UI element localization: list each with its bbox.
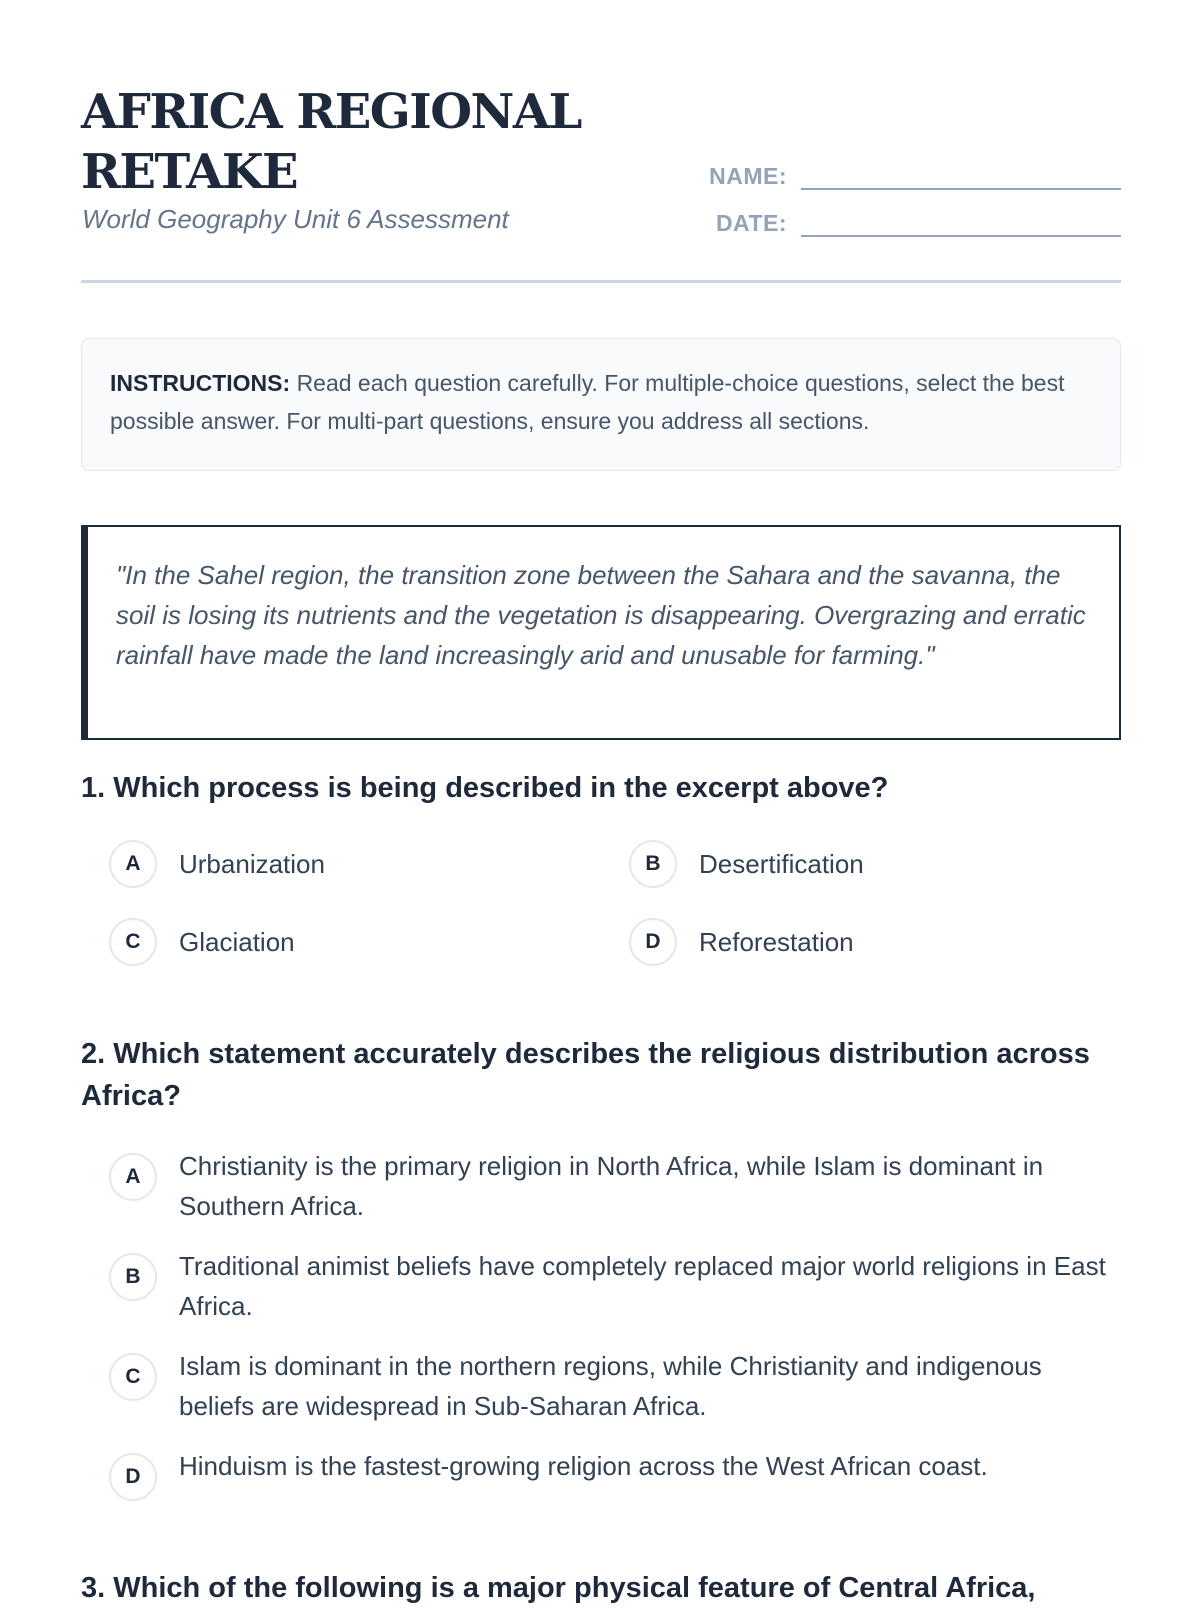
option-bubble[interactable]: B — [109, 1253, 157, 1301]
question-1-option-c[interactable] — [109, 918, 295, 966]
question-1-option-d[interactable] — [629, 918, 854, 966]
worksheet-header — [81, 0, 1121, 283]
option-bubble[interactable]: C — [109, 918, 157, 966]
option-text: Desertification — [699, 849, 864, 879]
option-text: Glaciation — [179, 927, 295, 957]
question-1-option-b[interactable] — [629, 840, 864, 888]
name-input-line[interactable] — [801, 160, 1121, 190]
option-bubble[interactable]: D — [109, 1453, 157, 1501]
excerpt-quote: "In the Sahel region, the transition zone between the Sahara and the savanna, the soil is losing its nutrients and the vegetation is disappearing. Overgrazing and erratic rainfall have made the land increasingly arid and unusable for farming." — [81, 525, 1121, 740]
instructions-box — [81, 338, 1121, 471]
question-2-option-b[interactable] — [109, 1246, 1119, 1326]
question-2-option-c[interactable] — [109, 1346, 1119, 1426]
option-bubble[interactable]: D — [629, 918, 677, 966]
option-text: Hinduism is the fastest-growing religion across the West African coast. — [179, 1451, 988, 1481]
question-1-option-a[interactable] — [109, 840, 325, 888]
option-bubble[interactable]: C — [109, 1353, 157, 1401]
option-text: Reforestation — [699, 927, 854, 957]
name-label: NAME: — [709, 163, 787, 189]
option-text: Christianity is the primary religion in North Africa, while Islam is dominant in Southern Africa. — [179, 1151, 1044, 1221]
option-text: Traditional animist beliefs have completely replaced major world religions in East Africa. — [179, 1251, 1106, 1321]
date-input-line[interactable] — [801, 207, 1121, 237]
question-1-prompt: 1. Which process is being described in the excerpt above? — [81, 772, 889, 804]
question-2-option-d[interactable] — [109, 1446, 1119, 1501]
option-bubble[interactable]: A — [109, 840, 157, 888]
option-bubble[interactable]: B — [629, 840, 677, 888]
worksheet-page — [81, 0, 1121, 1604]
instructions-text: Read each question carefully. For multiple-choice questions, select the best possible answer. For multi-part questions, ensure you address all sections. — [110, 370, 1065, 434]
name-field — [677, 160, 1121, 190]
option-text: Islam is dominant in the northern regions, while Christianity and indigenous beliefs are widespread in Sub-Saharan Africa. — [179, 1351, 1042, 1421]
page-subtitle: World Geography Unit 6 Assessment — [82, 204, 509, 234]
option-text: Urbanization — [179, 849, 325, 879]
question-2-option-a[interactable] — [109, 1146, 1119, 1226]
option-bubble[interactable]: A — [109, 1153, 157, 1201]
question-3-prompt: 3. Which of the following is a major physical feature of Central Africa, — [81, 1572, 1036, 1604]
date-field — [677, 207, 1121, 237]
page-title: AFRICA REGIONAL RETAKE — [81, 84, 581, 200]
question-2-prompt: 2. Which statement accurately describes the religious distribution across Africa? — [81, 1038, 1090, 1112]
instructions-label: INSTRUCTIONS: — [110, 370, 291, 396]
date-label: DATE: — [715, 210, 787, 236]
